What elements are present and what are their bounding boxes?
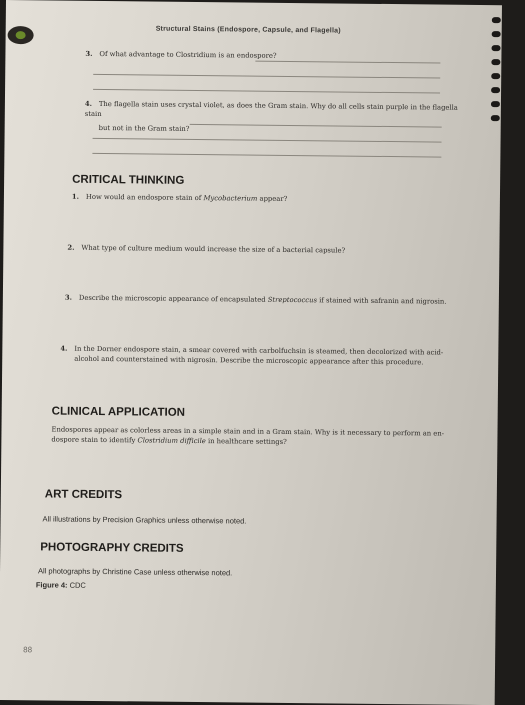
question-number: 4. <box>84 99 93 108</box>
question-text-line2: but not in the Gram stain? <box>98 123 190 133</box>
page-header: Structural Stains (Endospore, Capsule, and Flagella) <box>155 25 341 35</box>
question-number: 3. <box>85 49 93 58</box>
binder-hole <box>8 26 34 44</box>
answer-line[interactable] <box>93 89 440 94</box>
page-number: 88 <box>23 645 33 655</box>
photography-credits-title: PHOTOGRAPHY CREDITS <box>40 541 184 555</box>
photography-credits-text: All photographs by Christine Case unless otherwise noted. <box>37 566 233 578</box>
critical-question-3: 3. Describe the microscopic appearance of encapsulated Streptococcus if stained with safranin and nigrosin. <box>64 293 447 306</box>
figure-credit: Figure 4: CDC <box>35 580 86 590</box>
answer-line[interactable] <box>92 153 441 158</box>
art-credits-text: All illustrations by Precision Graphics unless otherwise noted. <box>42 514 247 526</box>
answer-line[interactable] <box>93 74 440 79</box>
critical-question-4: 4. In the Dorner endospore stain, a smear covered with carbolfuchsin is steamed, then decolorized with acid- alcohol and counterstained with nigrosin. Describe the microscopic appearance after this procedure. <box>60 344 444 367</box>
critical-question-1: 1. How would an endospore stain of Mycobacterium appear? <box>71 192 288 203</box>
clinical-application-text: Endospores appear as colorless areas in a simple stain and in a Gram stain. Why is it necessary to perform an en- dospore stain to identify Clostridium difficile in healthcare settings? <box>51 425 445 446</box>
review-question-4 <box>85 99 465 137</box>
clinical-application-title: CLINICAL APPLICATION <box>51 405 186 419</box>
question-text: Of what advantage to Clostridium is an endospore? <box>99 49 277 60</box>
answer-line[interactable] <box>93 138 442 143</box>
critical-question-2: 2. What type of culture medium would increase the size of a bacterial capsule? <box>67 243 346 255</box>
art-credits-title: ART CREDITS <box>44 488 123 502</box>
question-text-line1: The flagella stain uses crystal violet, as does the Gram stain. Why do all cells stain purple in the flagella stain <box>84 99 458 119</box>
critical-thinking-title: CRITICAL THINKING <box>72 173 185 187</box>
spiral-binding <box>487 17 502 137</box>
